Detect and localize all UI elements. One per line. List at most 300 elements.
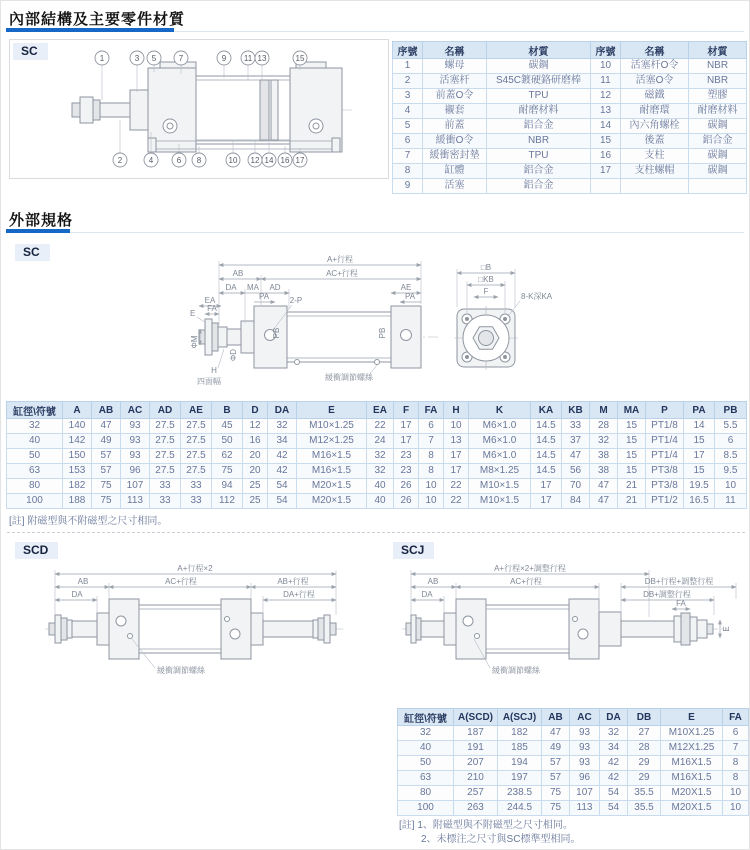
- table-cell: 182: [63, 479, 92, 494]
- sc-dimension-table: [6, 401, 747, 509]
- table-cell: 11: [591, 74, 621, 89]
- table-cell: 8: [723, 771, 749, 786]
- sc-internal-structure-drawing: [10, 40, 386, 176]
- dim-label: AC+行程: [510, 577, 542, 586]
- column-header: M: [590, 402, 618, 419]
- table-cell: 32: [268, 419, 297, 434]
- table-cell: 56: [562, 464, 590, 479]
- table-cell: 185: [498, 741, 542, 756]
- dim-label: ΦD: [229, 348, 238, 362]
- table-cell: 47: [92, 419, 121, 434]
- table-cell: M20X1.5: [661, 801, 723, 816]
- table-cell: 54: [268, 494, 297, 509]
- table-cell: 7: [419, 434, 444, 449]
- table-cell: 14.5: [531, 434, 562, 449]
- column-header: FA: [419, 402, 444, 419]
- table-cell: 7: [393, 149, 423, 164]
- table-cell: 25: [243, 494, 268, 509]
- svg-text:12: 12: [250, 156, 260, 165]
- table-cell: 42: [600, 771, 628, 786]
- table-cell: 153: [63, 464, 92, 479]
- dim-label: DA: [225, 283, 237, 292]
- table-cell: 17: [394, 434, 419, 449]
- table-row: [7, 494, 747, 509]
- table-cell: M10X1.25: [661, 726, 723, 741]
- table-cell: M20×1.5: [297, 479, 367, 494]
- table-cell: 50: [212, 434, 243, 449]
- table-cell: 113: [570, 801, 600, 816]
- table-cell: 磁鐵: [621, 89, 689, 104]
- dim-label: F: [483, 287, 489, 296]
- table-row: [7, 464, 747, 479]
- table-row: [7, 479, 747, 494]
- table-cell: 63: [7, 464, 63, 479]
- table-cell: PT1/4: [646, 449, 684, 464]
- table-cell: 238.5: [498, 786, 542, 801]
- bottom-note-1: [註] 1、附磁型與不附磁型之尺寸相同。: [399, 820, 573, 831]
- table-cell: 33: [150, 494, 181, 509]
- table-cell: 93: [121, 434, 150, 449]
- model-tag-sc-dim: SC: [15, 244, 50, 261]
- table-cell: 14: [591, 119, 621, 134]
- dim-label: 2-P: [289, 296, 303, 305]
- table-cell: 27.5: [181, 419, 212, 434]
- column-header: PA: [684, 402, 715, 419]
- table-cell: 107: [570, 786, 600, 801]
- table-cell: 100: [398, 801, 454, 816]
- table-cell: M10×1.25: [297, 419, 367, 434]
- column-header: AB: [92, 402, 121, 419]
- table-cell: 197: [498, 771, 542, 786]
- dim-label: 四面幅: [197, 377, 221, 386]
- table-cell: 10: [723, 801, 749, 816]
- table-cell: 耐磨材料: [487, 104, 591, 119]
- table-row: [398, 771, 749, 786]
- table-cell: M16×1.5: [297, 449, 367, 464]
- table-cell: M20×1.5: [297, 494, 367, 509]
- table-cell: 17: [394, 419, 419, 434]
- table-cell: 54: [600, 786, 628, 801]
- dim-label: PA: [404, 292, 416, 301]
- table-cell: 187: [454, 726, 498, 741]
- table-cell: 40: [367, 479, 394, 494]
- table-cell: 27.5: [181, 449, 212, 464]
- scd-scj-dimension-table-wrap: [397, 708, 748, 816]
- table-cell: 49: [542, 741, 570, 756]
- svg-text:14: 14: [264, 156, 274, 165]
- table-cell: 碳鋼: [487, 59, 591, 74]
- table-cell: 4: [393, 104, 423, 119]
- table-cell: 188: [63, 494, 92, 509]
- table-cell: 47: [590, 494, 618, 509]
- table-cell: 碳鋼: [689, 119, 747, 134]
- dim-label: DA+行程: [283, 590, 315, 599]
- table-row: [7, 434, 747, 449]
- dim-label: A+行程×2+調整行程: [494, 564, 566, 573]
- table-cell: [621, 179, 689, 194]
- table-cell: 35.5: [628, 801, 661, 816]
- table-cell: M12X1.25: [661, 741, 723, 756]
- table-row: [393, 134, 747, 149]
- svg-text:7: 7: [178, 54, 184, 63]
- svg-text:4: 4: [148, 156, 154, 165]
- table-cell: 75: [542, 786, 570, 801]
- column-header: K: [469, 402, 531, 419]
- svg-text:5: 5: [151, 54, 157, 63]
- table-cell: 33: [181, 494, 212, 509]
- table-cell: 194: [498, 756, 542, 771]
- table-cell: M10×1.5: [469, 479, 531, 494]
- model-tag-scd: SCD: [15, 542, 58, 559]
- svg-text:11: 11: [243, 54, 253, 63]
- table-cell: 15: [684, 464, 715, 479]
- table-cell: 75: [92, 494, 121, 509]
- dim-label: 8-K深KA: [521, 292, 553, 301]
- table-cell: 15: [618, 464, 646, 479]
- table-cell: 襯套: [423, 104, 487, 119]
- table-cell: 前蓋O令: [423, 89, 487, 104]
- svg-text:2: 2: [117, 156, 123, 165]
- table-cell: 47: [542, 726, 570, 741]
- table-cell: 27.5: [150, 449, 181, 464]
- table-cell: 17: [684, 449, 715, 464]
- table-row: [393, 149, 747, 164]
- table-cell: 80: [398, 786, 454, 801]
- table-cell: 207: [454, 756, 498, 771]
- table-cell: 93: [121, 449, 150, 464]
- table-cell: 內六角螺栓: [621, 119, 689, 134]
- table-cell: PT1/8: [646, 419, 684, 434]
- table-cell: 75: [212, 464, 243, 479]
- table-cell: 54: [600, 801, 628, 816]
- section-title-internal: 內部結構及主要零件材質: [9, 11, 186, 28]
- table-cell: 22: [444, 494, 469, 509]
- svg-text:17: 17: [295, 156, 305, 165]
- table-cell: 34: [600, 741, 628, 756]
- table-cell: 17: [531, 479, 562, 494]
- column-header: 材質: [487, 42, 591, 59]
- table-row: [398, 801, 749, 816]
- table-cell: 27.5: [150, 434, 181, 449]
- table-cell: 28: [628, 741, 661, 756]
- column-header: 缸徑\符號: [7, 402, 63, 419]
- table-cell: 碳鋼: [689, 164, 747, 179]
- table-cell: 80: [7, 479, 63, 494]
- table-cell: 8: [723, 756, 749, 771]
- dim-label: 緩衝調節螺絲: [325, 373, 373, 382]
- table-cell: 25: [243, 479, 268, 494]
- table-cell: 16: [243, 434, 268, 449]
- column-header: AC: [570, 709, 600, 726]
- table-cell: 40: [7, 434, 63, 449]
- column-header: 缸徑\符號: [398, 709, 454, 726]
- table-cell: 2: [393, 74, 423, 89]
- table-cell: 40: [398, 741, 454, 756]
- table-cell: 22: [444, 479, 469, 494]
- table-row: [398, 786, 749, 801]
- table-cell: 32: [398, 726, 454, 741]
- table-cell: 84: [562, 494, 590, 509]
- table-cell: 碳鋼: [689, 149, 747, 164]
- dim-label: A+行程: [326, 255, 354, 264]
- table-cell: 93: [570, 756, 600, 771]
- table-cell: NBR: [689, 74, 747, 89]
- table-cell: 17: [444, 449, 469, 464]
- table-cell: 32: [367, 464, 394, 479]
- table-cell: 14.5: [531, 449, 562, 464]
- table-row: [393, 59, 747, 74]
- dim-label: DA: [71, 590, 83, 599]
- table-cell: 33: [562, 419, 590, 434]
- table-cell: 20: [243, 449, 268, 464]
- title-accent-bar: [6, 229, 70, 233]
- svg-text:1: 1: [99, 54, 105, 63]
- table-cell: 33: [181, 479, 212, 494]
- table-cell: 93: [570, 741, 600, 756]
- table-cell: 10: [591, 59, 621, 74]
- table-cell: 5: [393, 119, 423, 134]
- table-cell: M20X1.5: [661, 786, 723, 801]
- table-cell: 7: [723, 741, 749, 756]
- table-cell: 93: [570, 726, 600, 741]
- table-cell: 支柱螺帽: [621, 164, 689, 179]
- table-cell: 6: [715, 434, 747, 449]
- table-cell: 107: [121, 479, 150, 494]
- table-cell: 63: [398, 771, 454, 786]
- table-cell: S45C鍍硬鉻研磨棒: [487, 74, 591, 89]
- table-cell: 14.5: [531, 464, 562, 479]
- dim-label: PB: [378, 327, 387, 339]
- dim-label: DB+行程+調整行程: [644, 577, 714, 586]
- dim-label: AB: [232, 269, 244, 278]
- table-cell: 活塞O令: [621, 74, 689, 89]
- table-cell: 40: [367, 494, 394, 509]
- table-cell: 62: [212, 449, 243, 464]
- dim-label: AE: [400, 283, 412, 292]
- dim-label: DA: [421, 590, 433, 599]
- table-cell: 263: [454, 801, 498, 816]
- column-header: H: [444, 402, 469, 419]
- table-cell: 15: [618, 449, 646, 464]
- table-cell: 8: [393, 164, 423, 179]
- table-cell: 15: [684, 434, 715, 449]
- table-cell: 14: [684, 419, 715, 434]
- table-cell: 27.5: [150, 464, 181, 479]
- table-cell: 11: [715, 494, 747, 509]
- table-cell: PT1/4: [646, 434, 684, 449]
- table-cell: 23: [394, 449, 419, 464]
- table-cell: NBR: [487, 134, 591, 149]
- table-cell: 42: [268, 449, 297, 464]
- table-cell: 12: [591, 89, 621, 104]
- table-cell: 8: [419, 449, 444, 464]
- table-cell: 22: [367, 419, 394, 434]
- dim-label: E: [190, 309, 196, 318]
- table-cell: 27: [628, 726, 661, 741]
- parts-material-table-wrap: [392, 41, 746, 194]
- table-cell: 257: [454, 786, 498, 801]
- table-cell: 14.5: [531, 419, 562, 434]
- column-header: 序號: [393, 42, 423, 59]
- table-cell: 29: [628, 771, 661, 786]
- table-cell: 38: [590, 464, 618, 479]
- column-header: DB: [628, 709, 661, 726]
- table-cell: 緩衝密封墊: [423, 149, 487, 164]
- table-cell: 15: [618, 419, 646, 434]
- table-cell: 前蓋: [423, 119, 487, 134]
- table-cell: 8.5: [715, 449, 747, 464]
- svg-text:13: 13: [257, 54, 267, 63]
- table-cell: 9.5: [715, 464, 747, 479]
- column-header: A: [63, 402, 92, 419]
- table-cell: 後蓋: [621, 134, 689, 149]
- dim-label: □KB: [478, 275, 494, 284]
- table-cell: 47: [562, 449, 590, 464]
- table-cell: 耐磨環: [621, 104, 689, 119]
- dim-label: AB+行程: [277, 577, 309, 586]
- column-header: 名稱: [423, 42, 487, 59]
- dim-label: E: [722, 626, 731, 632]
- column-header: AD: [150, 402, 181, 419]
- table-row: [393, 179, 747, 194]
- table-cell: 37: [562, 434, 590, 449]
- column-header: F: [394, 402, 419, 419]
- column-header: MA: [618, 402, 646, 419]
- table-cell: 70: [562, 479, 590, 494]
- table-cell: M16×1.5: [297, 464, 367, 479]
- svg-text:16: 16: [280, 156, 290, 165]
- column-header: 序號: [591, 42, 621, 59]
- table-cell: 24: [367, 434, 394, 449]
- table-cell: 鋁合金: [689, 134, 747, 149]
- table-cell: 210: [454, 771, 498, 786]
- table-row: [7, 449, 747, 464]
- table-row: [393, 164, 747, 179]
- svg-text:9: 9: [221, 54, 227, 63]
- table-cell: 32: [7, 419, 63, 434]
- section-title-external: 外部規格: [9, 212, 74, 229]
- table-cell: 112: [212, 494, 243, 509]
- column-header: EA: [367, 402, 394, 419]
- column-header: PB: [715, 402, 747, 419]
- table-row: [393, 74, 747, 89]
- dashed-divider: [7, 532, 745, 533]
- table-cell: 96: [121, 464, 150, 479]
- table-cell: 27.5: [181, 464, 212, 479]
- table-cell: 活塞杆: [423, 74, 487, 89]
- column-header: P: [646, 402, 684, 419]
- table-cell: 244.5: [498, 801, 542, 816]
- table-cell: 45: [212, 419, 243, 434]
- column-header: KB: [562, 402, 590, 419]
- table-cell: 27.5: [181, 434, 212, 449]
- column-header: D: [243, 402, 268, 419]
- table-cell: 16: [591, 149, 621, 164]
- dim-label: FA: [207, 304, 217, 313]
- table-cell: 鋁合金: [487, 179, 591, 194]
- table-cell: 182: [498, 726, 542, 741]
- dim-label: FA: [676, 599, 686, 608]
- table-cell: 12: [243, 419, 268, 434]
- table-cell: 10: [444, 419, 469, 434]
- table-row: [398, 726, 749, 741]
- table-cell: 17: [444, 464, 469, 479]
- table-cell: 10: [723, 786, 749, 801]
- table-cell: 75: [542, 801, 570, 816]
- table-cell: 49: [92, 434, 121, 449]
- table-cell: 10: [419, 494, 444, 509]
- table-cell: 15: [591, 134, 621, 149]
- column-header: E: [661, 709, 723, 726]
- table-cell: 100: [7, 494, 63, 509]
- table-header-row: [398, 709, 749, 726]
- table-cell: 10: [715, 479, 747, 494]
- svg-text:10: 10: [228, 156, 238, 165]
- column-header: 名稱: [621, 42, 689, 59]
- table-cell: 耐磨材料: [689, 104, 747, 119]
- table-row: [393, 104, 747, 119]
- parts-material-table: [392, 41, 747, 194]
- table-cell: 19.5: [684, 479, 715, 494]
- column-header: DA: [268, 402, 297, 419]
- table-cell: [591, 179, 621, 194]
- internal-drawing-panel: [9, 39, 389, 179]
- table-cell: 26: [394, 494, 419, 509]
- table-cell: PT3/8: [646, 464, 684, 479]
- dim-label: AD: [269, 283, 281, 292]
- column-header: KA: [531, 402, 562, 419]
- table-cell: 16.5: [684, 494, 715, 509]
- table-cell: 32: [367, 449, 394, 464]
- table-cell: 9: [393, 179, 423, 194]
- table-cell: 57: [542, 771, 570, 786]
- table-cell: M6×1.0: [469, 434, 531, 449]
- dim-label: PA: [258, 292, 270, 301]
- model-tag-scj: SCJ: [393, 542, 434, 559]
- table-cell: 20: [243, 464, 268, 479]
- table-cell: 活塞杆O令: [621, 59, 689, 74]
- table-row: [398, 741, 749, 756]
- table-cell: 50: [398, 756, 454, 771]
- table-cell: 13: [444, 434, 469, 449]
- table-cell: 96: [570, 771, 600, 786]
- table-cell: 10: [419, 479, 444, 494]
- table-cell: 6: [419, 419, 444, 434]
- table-cell: 活塞: [423, 179, 487, 194]
- table-cell: 57: [542, 756, 570, 771]
- dim-label: MA: [247, 283, 259, 292]
- table-cell: 50: [7, 449, 63, 464]
- dim-label: □B: [480, 263, 492, 272]
- column-header: A(SCD): [454, 709, 498, 726]
- title-accent-bar: [6, 28, 174, 32]
- table-cell: 6: [393, 134, 423, 149]
- dim-label: AC+行程: [165, 577, 197, 586]
- table-cell: 17: [591, 164, 621, 179]
- table-cell: 47: [590, 479, 618, 494]
- dim-label: EA: [204, 296, 216, 305]
- table-cell: TPU: [487, 89, 591, 104]
- svg-text:8: 8: [196, 156, 202, 165]
- table-cell: 17: [531, 494, 562, 509]
- table-cell: NBR: [689, 59, 747, 74]
- table-cell: 93: [121, 419, 150, 434]
- table-cell: 142: [63, 434, 92, 449]
- table-cell: M16X1.5: [661, 771, 723, 786]
- table-cell: M6×1.0: [469, 419, 531, 434]
- table-cell: 29: [628, 756, 661, 771]
- svg-text:3: 3: [134, 54, 140, 63]
